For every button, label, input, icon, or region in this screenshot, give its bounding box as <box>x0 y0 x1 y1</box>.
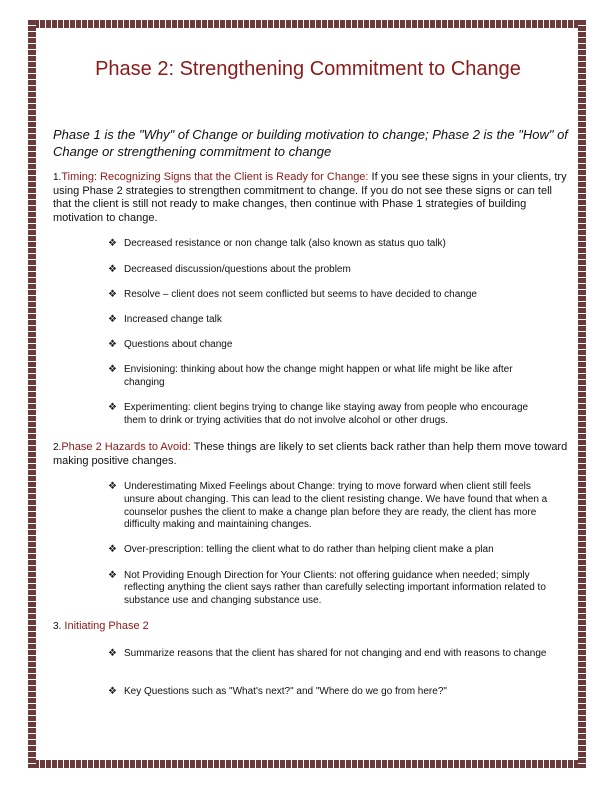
list-item: ❖ Increased change talk <box>108 313 222 325</box>
section-text: These things are likely to set clients back rather than help them move toward making positive changes. <box>53 441 568 467</box>
diamond-bullet-icon: ❖ <box>108 481 117 492</box>
diamond-bullet-icon: ❖ <box>108 339 117 351</box>
diamond-bullet-icon: ❖ <box>108 364 117 376</box>
section-heading: Phase 2 Hazards to Avoid: <box>61 441 191 453</box>
diamond-bullet-icon: ❖ <box>108 313 117 325</box>
page-border-bottom <box>28 760 586 768</box>
list-item: ❖ Summarize reasons that the client has shared for not changing and end with reasons to change <box>108 648 547 659</box>
list-item: ❖ Envisioning: thinking about how the change might happen or what life might be like after changing <box>108 364 513 389</box>
page-title: Phase 2: Strengthening Commitment to Change <box>95 58 521 80</box>
diamond-bullet-icon: ❖ <box>108 648 117 659</box>
section-heading: Timing: Recognizing Signs that the Client is Ready for Change: <box>61 171 369 183</box>
intro-text: Phase 1 is the "Why" of Change or building motivation to change; Phase 2 is the "How" of Change or strengthening commitment to change <box>53 127 568 159</box>
section-timing <box>53 171 569 225</box>
list-item: ❖ Experimenting: client begins trying to change like staying away from people who encourage them to drink or trying activities that do not involve alcohol or other drugs. <box>108 402 529 427</box>
list-item: ❖ Resolve – client does not seem conflicted but seems to have decided to change <box>108 288 477 300</box>
diamond-bullet-icon: ❖ <box>108 686 117 697</box>
list-item: ❖ Key Questions such as "What's next?" and "Where do we go from here?" <box>108 686 447 697</box>
timing-signs-list <box>108 238 553 428</box>
diamond-bullet-icon: ❖ <box>108 263 117 275</box>
diamond-bullet-icon: ❖ <box>108 544 117 555</box>
list-item: ❖ Not Providing Enough Direction for Your Clients: not offering guidance when needed; simply reflecting anything the client says rather than carefully selecting important information related to substance use and changing substance use. <box>108 569 546 607</box>
diamond-bullet-icon: ❖ <box>108 238 117 249</box>
page-border-right <box>578 20 586 768</box>
section-number: 3. <box>53 621 62 632</box>
page-border-top <box>28 20 586 28</box>
section-initiating <box>53 620 569 634</box>
diamond-bullet-icon: ❖ <box>108 569 117 581</box>
list-item: ❖ Over-prescription: telling the client what to do rather than helping client make a plan <box>108 544 494 555</box>
section-number: 2. <box>53 442 62 453</box>
diamond-bullet-icon: ❖ <box>108 402 117 414</box>
list-item: ❖ Questions about change <box>108 339 233 351</box>
list-item: ❖ Decreased resistance or non change talk (also known as status quo talk) <box>108 238 446 249</box>
initiating-list <box>108 648 553 699</box>
section-text: If you see these signs in your clients, try using Phase 2 strategies to strengthen commitment to change. If you do not see these signs or can tell that the client is still not ready to make changes, then continue with Phase 1 strategies of building motivation to change. <box>53 171 567 224</box>
hazards-list <box>108 481 553 608</box>
diamond-bullet-icon: ❖ <box>108 288 117 300</box>
list-item: ❖ Decreased discussion/questions about the problem <box>108 263 351 275</box>
section-hazards <box>53 441 569 468</box>
list-item: ❖ Underestimating Mixed Feelings about Change: trying to move forward when client still feels unsure about changing. This can lead to the client resisting change. We have found that when a counselor pushes the client to make a change plan before they are ready, the client has more difficulty making and maintaining changes. <box>108 481 548 531</box>
section-heading: Initiating Phase 2 <box>61 620 149 632</box>
page-border-left <box>28 20 36 768</box>
section-number: 1. <box>53 172 62 183</box>
